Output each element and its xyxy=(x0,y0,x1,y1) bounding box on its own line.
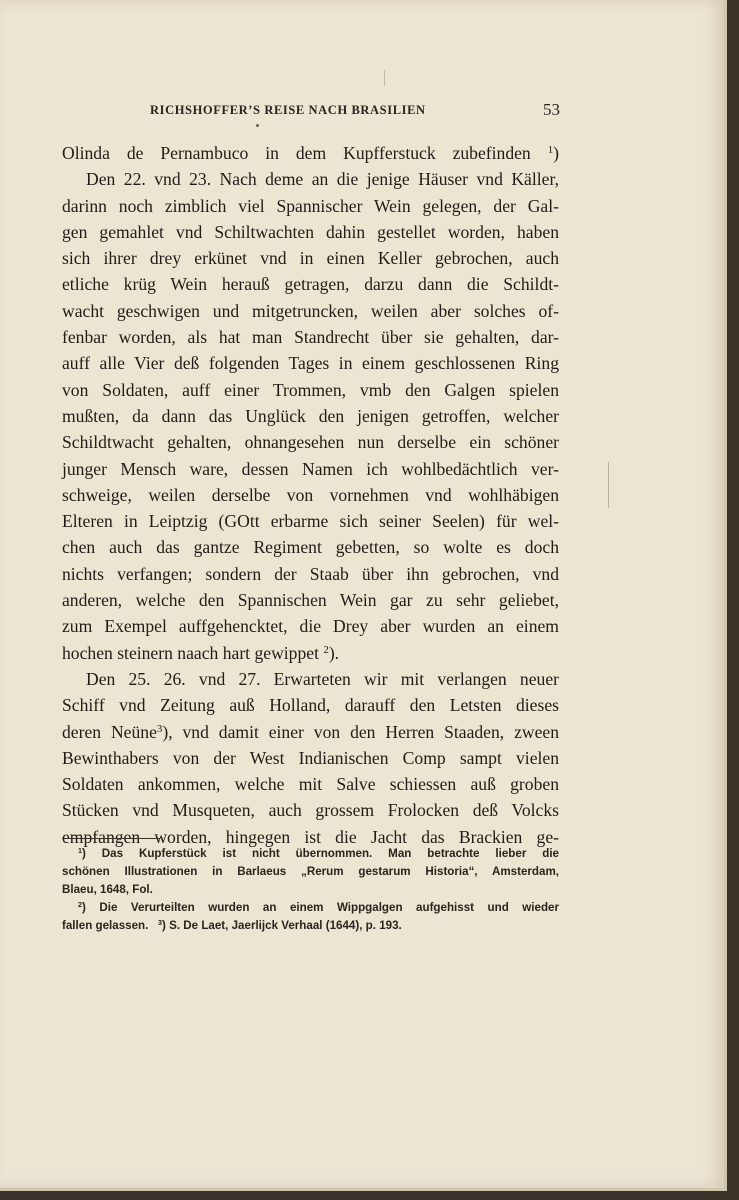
page-number: 53 xyxy=(543,100,560,119)
body-text xyxy=(62,140,559,850)
text-line: deren Neüne$^3$), vnd damit einer von den Herren Staaden, zween xyxy=(62,721,560,742)
text-line: Stücken vnd Musqueten, auch grossem Frolocken deß Volcks xyxy=(62,800,559,821)
paper-fleck xyxy=(608,462,609,508)
running-header xyxy=(150,100,560,122)
footnote-ref: 1 xyxy=(547,144,554,156)
text-line: wacht geschwigen und mitgetruncken, weilen aber solches of- xyxy=(62,300,559,321)
text-line: von Soldaten, auff einer Trommen, vmb den Galgen spielen xyxy=(62,379,559,400)
text-line: darinn noch zimblich viel Spannischer Wein gelegen, der Gal- xyxy=(62,195,559,216)
text-line: nichts verfangen; sondern der Staab über ihn gebrochen, vnd xyxy=(62,563,559,584)
footnote-ref: 2 xyxy=(323,643,329,656)
text-line: hochen steinern naach hart gewippet $^2$). xyxy=(62,642,340,663)
text-line: chen auch das gantze Regiment gebetten, so wolte es doch xyxy=(62,537,559,558)
text-line: Elteren in Leiptzig (GOtt erbarme sich seiner Seelen) für wel- xyxy=(62,511,559,532)
footnote-line: Blaeu, 1648, Fol. xyxy=(62,883,153,897)
text-line: sich ihrer drey erkünet vnd in einen Keller gebrochen, auch xyxy=(62,248,559,269)
text-line: Den 22. vnd 23. Nach deme an die jenige Häuser vnd Käller, xyxy=(86,169,559,190)
footnote-2: $^2$) Die Verurteilten wurden an einem Wippgalgen aufgehisst und wieder xyxy=(78,900,559,915)
text-line: fenbar worden, als hat man Standrecht über sie gehalten, dar- xyxy=(62,327,559,348)
text-line: anderen, welche den Spannischen Wein gar zu sehr geliebet, xyxy=(62,590,559,611)
footnote-line: fallen gelassen. $^3$) S. De Laet, Jaerlijck Verhaal (1644), p. 193. xyxy=(62,918,402,933)
text-line: Schildtwacht gehalten, ohnangesehen nun derselbe ein schöner xyxy=(62,432,559,453)
text-line: auff alle Vier deß folgenden Tages in einem geschlossenen Ring xyxy=(62,353,559,374)
text-line: Olinda de Pernambuco in dem Kupfferstuck zubefinden $^1$) xyxy=(62,143,559,163)
footnotes xyxy=(62,845,559,935)
text-line: Den 25. 26. vnd 27. Erwarteten wir mit verlangen neuer xyxy=(86,668,559,689)
text-line: zum Exempel auffgehencktet, die Drey aber wurden an einem xyxy=(62,616,559,637)
footnote-3: 3 xyxy=(158,918,163,928)
text-line: schweige, weilen derselbe von vornehmen vnd wohlhäbigen xyxy=(62,484,559,505)
text-line: Soldaten ankommen, welche mit Salve schiessen auß groben xyxy=(62,774,559,795)
text-line: empfangen worden, hingegen ist die Jacht das Brackien ge- xyxy=(62,826,559,847)
paper-speck xyxy=(256,124,259,127)
text-line: gen gemahlet vnd Schiltwachten dahin gestellet worden, haben xyxy=(62,221,559,242)
paper-fleck xyxy=(384,70,385,86)
text-line: Schiff vnd Zeitung auß Holland, darauff den Letsten dieses xyxy=(62,695,559,716)
text-line: etliche krüg Wein herauß getragen, darzu dann die Schildt- xyxy=(62,274,559,295)
footnote-line: schönen Illustrationen in Barlaeus „Rerum gestarum Historia“, Amsterdam, xyxy=(62,865,559,879)
text-line: mußten, da dann das Unglück den jenigen getroffen, welcher xyxy=(62,405,559,426)
text-line: junger Mensch ware, dessen Namen ich wohlbedächtlich ver- xyxy=(62,458,559,479)
footnote-ref: 3 xyxy=(156,722,163,735)
text-line: Bewinthabers von der West Indianischen Comp sampt vielen xyxy=(62,747,559,768)
footnote-1: $^1$) Das Kupferstück ist nicht übernommen. Man betrachte lieber die xyxy=(78,846,559,860)
footnote-rule xyxy=(62,838,160,839)
running-title: RICHSHOFFER’S REISE NACH BRASILIEN xyxy=(150,103,426,117)
